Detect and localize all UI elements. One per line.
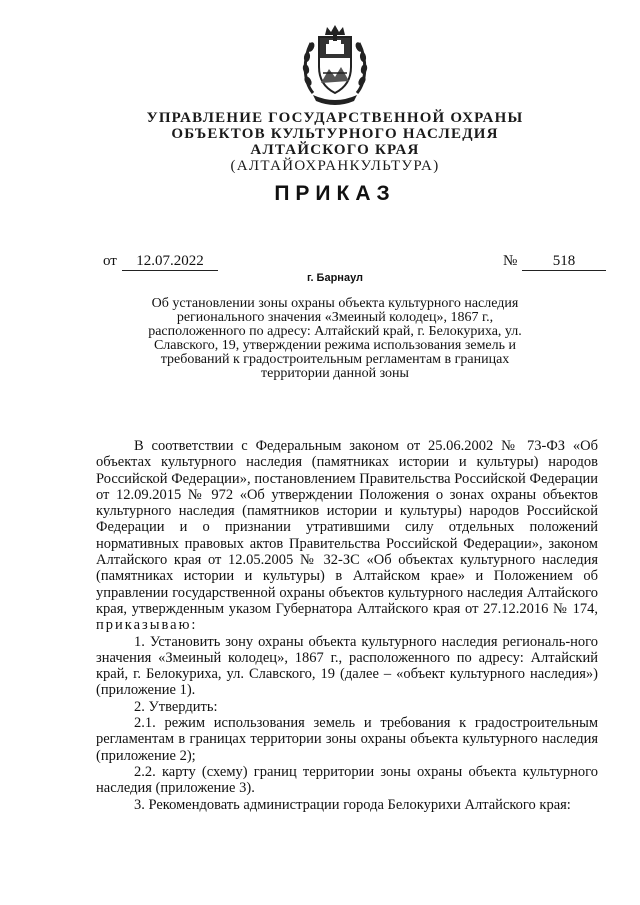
preamble-text: В соответствии с Федеральным законом от 25.06.2002 № 73-ФЗ «Об объектах культурного наследия (памятниках истории и культуры) народов Российской Федерации», постановлением Правительства Российской Федерации от 12.09.2015 № 972 «Об утверждении Положения о зонах охраны объектов культурного наследия (памятников истории и культуры) народов Российской Федерации и о признании утратившими силу отдельных положений нормативных правовых актов Правительства Российской Федерации», законом Алтайского края от 12.05.2005 № 32-ЗС «Об объектах культурного наследия (памятниках истории и культуры) в Алтайском крае» и Положением об управлении государственной охраны объектов культурного наследия Алтайского края, утвержденным указом Губернатора Алтайского края от 27.12.2016 № 174,	[96, 438, 598, 617]
item-2-1: 2.1. режим использования земель и требования к градостроительным регламентам в границах территории зоны охраны объекта культурного наследия (приложение 2);	[96, 715, 598, 764]
item-2: 2. Утвердить:	[134, 698, 218, 715]
number-prefix: №	[503, 253, 518, 269]
preamble-paragraph	[96, 438, 598, 634]
coat-of-arms-emblem	[299, 23, 371, 107]
document-date: 12.07.2022	[122, 253, 218, 271]
item-3: 3. Рекомендовать администрации города Белокурихи Алтайского края:	[134, 796, 571, 813]
org-name-line1: УПРАВЛЕНИЕ ГОСУДАРСТВЕННОЙ ОХРАНЫ	[146, 110, 524, 126]
item-2-2: 2.2. карту (схему) границ территории зоны охраны объекта культурного наследия (приложение 3).	[96, 763, 598, 797]
org-name-line2: ОБЪЕКТОВ КУЛЬТУРНОГО НАСЛЕДИЯ	[171, 126, 499, 142]
order-word: приказываю:	[96, 617, 198, 634]
org-name-line3: АЛТАЙСКОГО КРАЯ	[250, 142, 420, 158]
document-subject: Об установлении зоны охраны объекта культурного наследия регионального значения «Змеиный колодец», 1867 г., расположенного по адресу: Алтайский край, г. Белокуриха, ул. Славского, 19, утверждении режима использования земель и требований к градостроительным регламентам в границах территории данной зоны	[148, 296, 522, 381]
document-body	[96, 438, 598, 813]
document-title: ПРИКАЗ	[274, 182, 396, 205]
org-short-name: (АЛТАЙОХРАНКУЛЬТУРА)	[230, 158, 440, 174]
document-number: 518	[522, 253, 606, 271]
city-name: г. Барнаул	[306, 272, 364, 284]
item-1: 1. Установить зону охраны объекта культурного наследия региональ-ного значения «Змеиный колодец», 1867 г., расположенного по адресу: Алтайский край, г. Белокуриха, ул. Славского, 19 (далее – «объект культурного наследия») (приложение 1).	[96, 633, 598, 699]
date-prefix: от	[103, 253, 117, 269]
